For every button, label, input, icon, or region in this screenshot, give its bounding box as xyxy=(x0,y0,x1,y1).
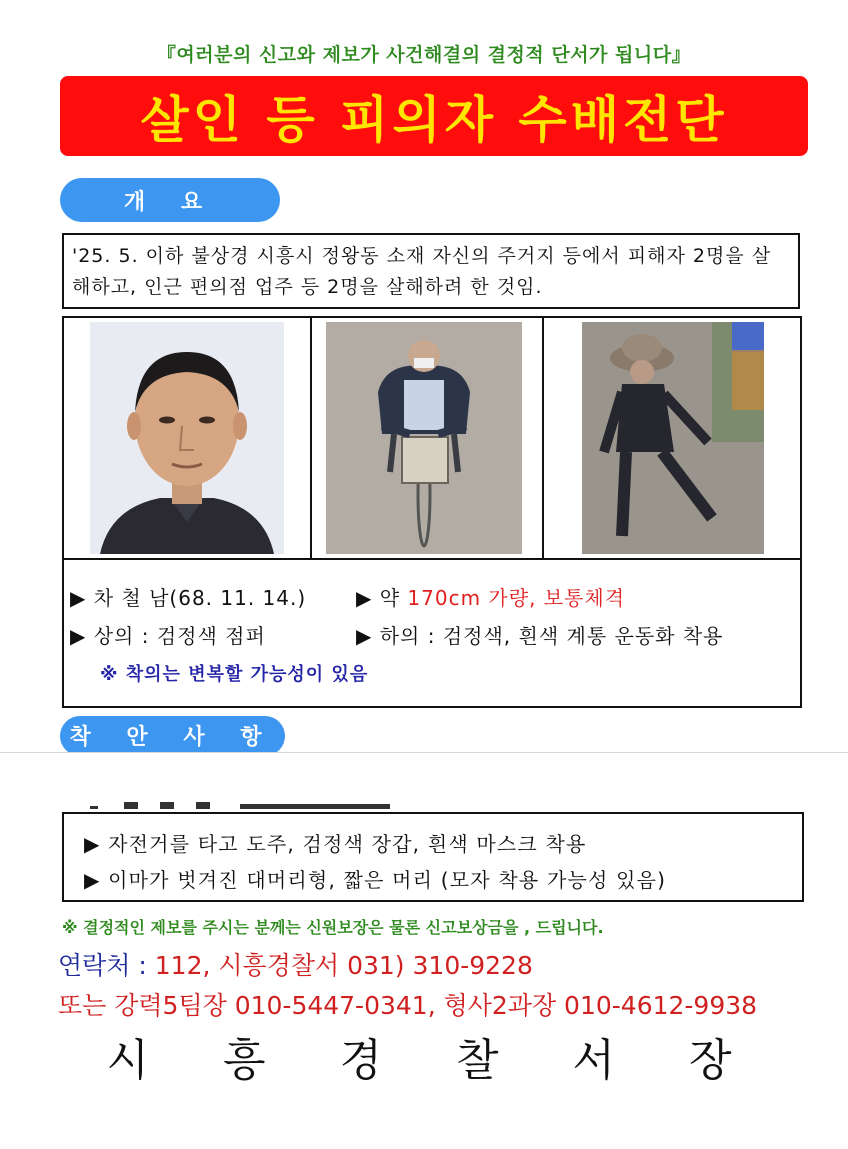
tagline: 『여러분의 신고와 제보가 사건해결의 결정적 단서가 됩니다』 xyxy=(156,44,692,66)
height-prefix: ▶ 약 xyxy=(356,586,408,610)
overview-section-label xyxy=(60,178,280,222)
contact-secondary: 또는 강력5팀장 010-5447-0341, 형사2과장 010-4612-9938 xyxy=(58,991,758,1020)
caution-item: ▶ 이마가 벗겨진 대머리형, 짧은 머리 (모자 착용 가능성 있음) xyxy=(84,868,667,892)
top-clothing: ▶ 상의 : 검정색 점퍼 xyxy=(70,624,266,648)
contact-label: 연락처 : xyxy=(58,951,155,980)
clipped-text-fragment xyxy=(90,797,420,811)
cctv-bicycle-photo xyxy=(326,322,522,554)
suspect-name: ▶ 차 철 남(68. 11. 14.) xyxy=(70,586,307,610)
photo-divider xyxy=(542,318,544,558)
reward-notice: ※ 결정적인 제보를 주시는 분께는 신원보장은 물론 신고보상금을 , 드립니다. xyxy=(62,918,604,937)
contact-phone-main: 112, 시흥경찰서 031) 310-9228 xyxy=(154,951,533,980)
overview-text: '25. 5. 이하 불상경 시흥시 정왕동 소재 자신의 주거지 등에서 피해자 2명을 살해하고, 인근 편의점 업주 등 2명을 살해하려 한 것임. xyxy=(72,245,772,298)
bottom-clothing: ▶ 하의 : 검정색, 흰색 계통 운동화 착용 xyxy=(356,624,724,648)
caution-box xyxy=(62,812,804,902)
caution-section-label xyxy=(60,716,285,756)
clothing-note: ※ 착의는 변복할 가능성이 있음 xyxy=(100,664,369,685)
cctv-walking-photo xyxy=(582,322,764,554)
wanted-banner xyxy=(60,76,808,156)
caution-item: ▶ 자전거를 타고 도주, 검정색 장갑, 흰색 마스크 착용 xyxy=(84,832,587,856)
contact-primary xyxy=(58,946,533,982)
caution-box-top-border xyxy=(62,812,804,814)
issuer-signature: 시 흥 경 찰 서 장 xyxy=(106,1035,762,1086)
photo-divider xyxy=(310,318,312,558)
height-value: 170cm 가량, 보통체격 xyxy=(407,586,626,610)
screenshot-seam xyxy=(0,752,848,753)
suspect-build xyxy=(356,582,625,611)
caution-label-text: 착 안 사 항 xyxy=(69,725,276,750)
banner-title: 살인 등 피의자 수배전단 xyxy=(140,91,728,149)
overview-box xyxy=(62,233,800,309)
photo-row xyxy=(64,318,800,560)
suspect-portrait-photo xyxy=(90,322,284,554)
overview-label-text: 개 요 xyxy=(123,189,217,215)
suspect-info-box xyxy=(62,316,802,708)
